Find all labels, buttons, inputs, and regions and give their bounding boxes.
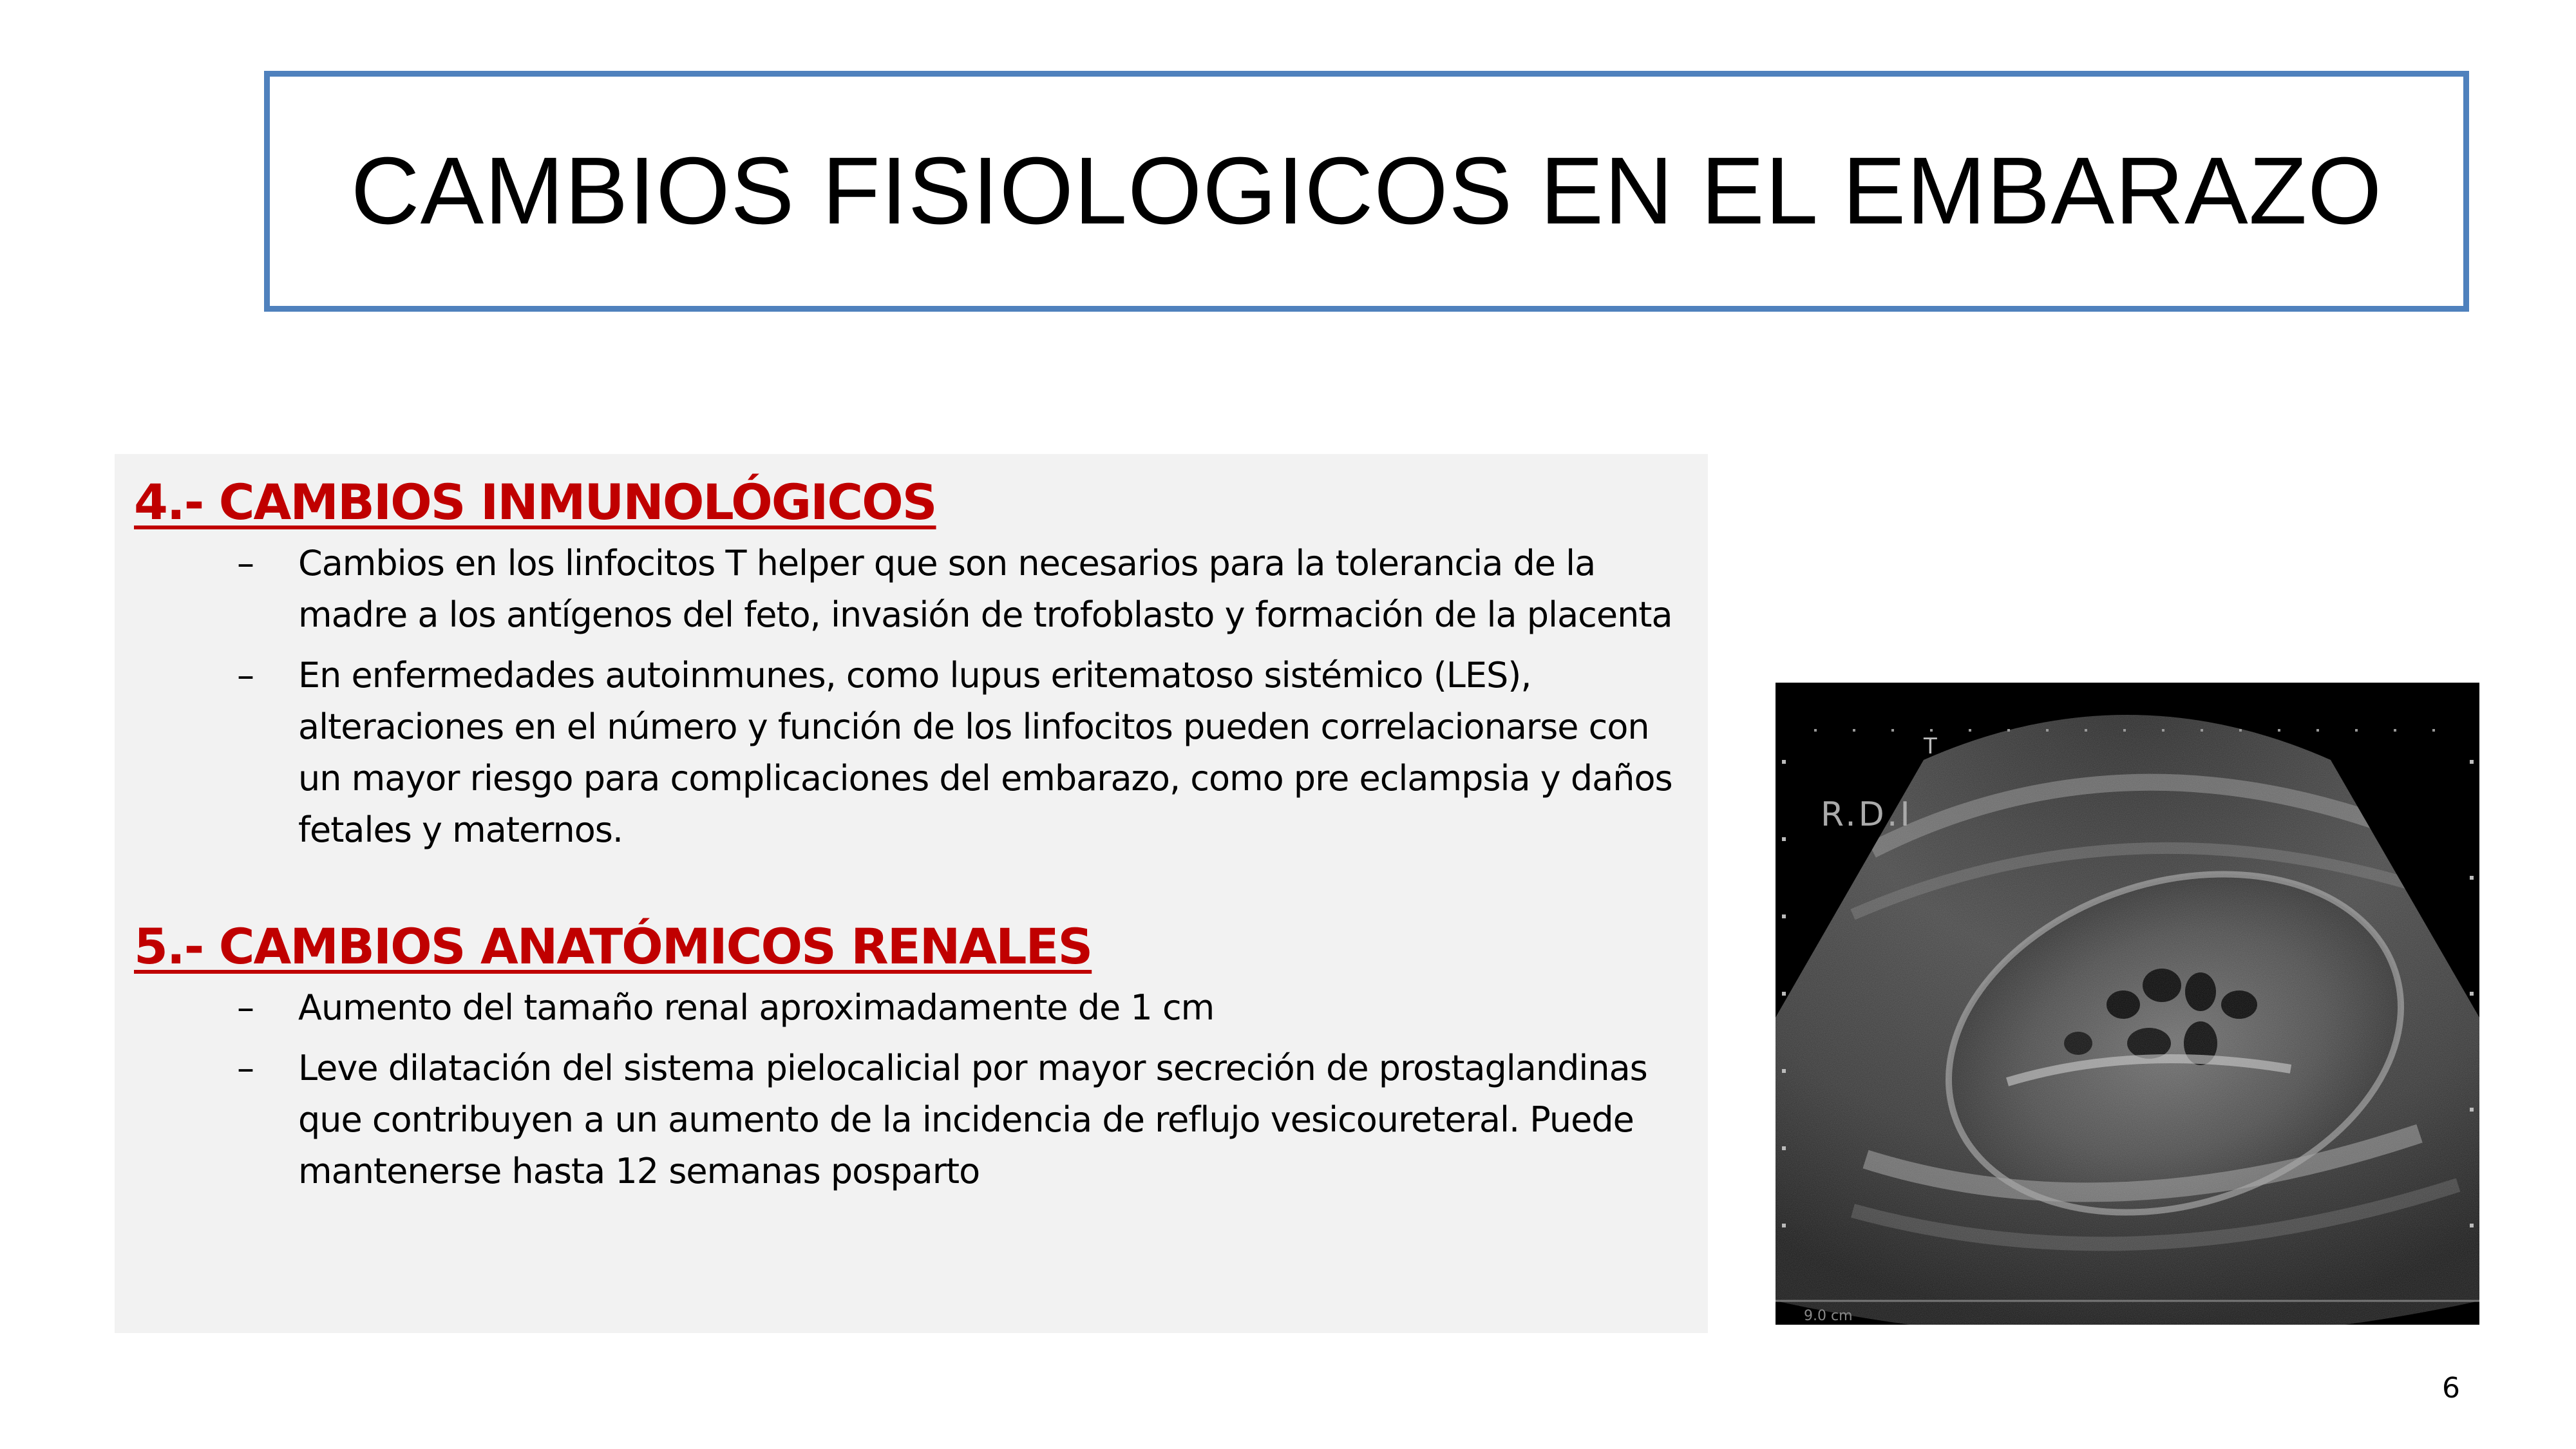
ultrasound-marker: T — [1924, 734, 1937, 759]
bullet-item — [237, 982, 1689, 1034]
title-box — [264, 71, 2469, 312]
section-heading-immunological: 4.- CAMBIOS INMUNOLÓGICOS — [134, 473, 936, 531]
bullet-item — [237, 538, 1689, 641]
bullet-dash: – — [237, 1048, 254, 1088]
bullet-dash: – — [237, 543, 254, 583]
bullet-text: Cambios en los linfocitos T helper que son necesarios para la tolerancia de la madre a los antígenos del feto, invasión de trofoblasto y formación de la placenta — [298, 543, 1672, 635]
slide-title: CAMBIOS FISIOLOGICOS EN EL EMBARAZO — [350, 138, 2383, 244]
bullet-item — [237, 1043, 1689, 1197]
page-number: 6 — [2442, 1372, 2460, 1405]
ultrasound-label: R.D.I — [1821, 795, 1913, 834]
content-box — [115, 454, 1708, 1333]
depth-readout: 9.0 cm — [1804, 1308, 1853, 1324]
bullet-dash: – — [237, 987, 254, 1028]
bullet-text: En enfermedades autoinmunes, como lupus eritematoso sistémico (LES), alteraciones en el número y función de los linfocitos pueden correlacionarse con un mayor riesgo para complicaciones del embarazo, como pre eclampsia y daños fetales y maternos. — [298, 655, 1672, 850]
bullet-text: Leve dilatación del sistema pielocalicial por mayor secreción de prostaglandinas que contribuyen a un aumento de la incidencia de reflujo vesicoureteral. Puede mantenerse hasta 12 semanas posparto — [298, 1048, 1647, 1191]
renal-bullet-list — [134, 982, 1689, 1197]
bullet-dash: – — [237, 655, 254, 696]
kidney-ultrasound-image — [1776, 683, 2479, 1325]
immunological-bullet-list — [134, 538, 1689, 856]
section-heading-renal: 5.- CAMBIOS ANATÓMICOS RENALES — [134, 918, 1092, 975]
ultrasound-graphic — [1776, 683, 2479, 1325]
bullet-item — [237, 650, 1689, 856]
bullet-text: Aumento del tamaño renal aproximadamente de 1 cm — [298, 987, 1215, 1028]
